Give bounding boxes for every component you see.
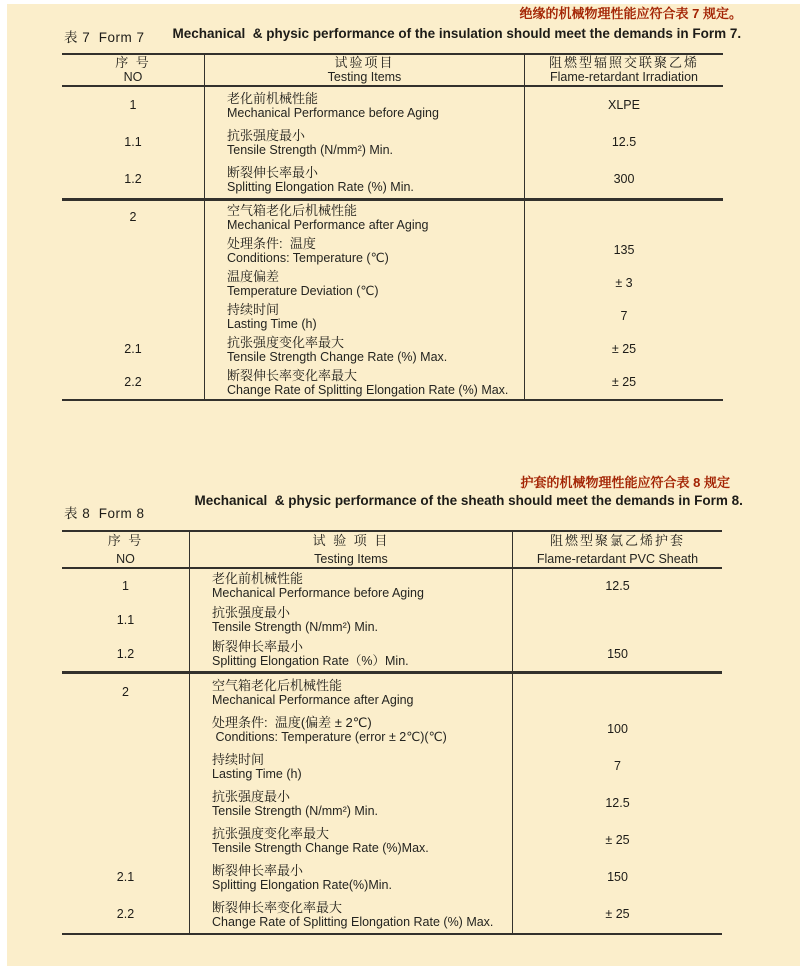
- row-no: [62, 822, 190, 859]
- row-item: [190, 822, 513, 859]
- row-no: [62, 198, 205, 234]
- row-value: [525, 161, 723, 198]
- item-en: Conditions: Temperature (error ± 2℃)(℃): [212, 729, 447, 744]
- row-item: [205, 366, 525, 399]
- row-value-text: 12.5: [605, 796, 630, 810]
- item-cn: 抗张强度变化率最大: [227, 334, 345, 350]
- row-value-text: 12.5: [605, 578, 630, 593]
- row-no: [62, 711, 190, 748]
- item-en: Tensile Strength (N/mm²) Min.: [212, 803, 379, 818]
- row-value: [525, 267, 723, 300]
- form7-title-row: [64, 26, 800, 46]
- row-value: [525, 87, 723, 124]
- item-en: Mechanical Performance after Aging: [212, 692, 414, 707]
- row-value-text: XLPE: [608, 98, 640, 112]
- row-no-text: 2: [122, 685, 129, 699]
- row-value-text: ± 25: [605, 907, 630, 921]
- header-no-cn: 序 号: [107, 532, 144, 548]
- row-value: [525, 124, 723, 161]
- row-no: [62, 569, 190, 603]
- item-cn: 空气箱老化后机械性能: [212, 677, 343, 693]
- header-value-cn: 阻燃型辐照交联聚乙烯: [548, 55, 699, 70]
- row-value-text: 150: [607, 870, 628, 884]
- form8-title: Mechanical & physic performance of the sheath should meet the demands in Form 8.: [194, 493, 743, 508]
- row-value: [513, 822, 722, 859]
- row-item: [205, 87, 525, 124]
- row-no: [62, 366, 205, 399]
- row-no: [62, 671, 190, 711]
- row-value: [513, 896, 722, 933]
- item-cn: 抗张强度最小: [212, 788, 291, 804]
- row-item: [205, 198, 525, 234]
- row-no-text: 2.1: [124, 342, 142, 356]
- item-cn: 断裂伸长率最小: [212, 862, 304, 878]
- row-value-text: 7: [614, 759, 621, 773]
- row-item: [190, 603, 513, 637]
- row-no-text: 2: [129, 210, 137, 224]
- header-item-cn: 试验项目: [334, 55, 395, 70]
- row-item: [205, 124, 525, 161]
- row-value-text: 300: [613, 172, 635, 186]
- row-value-text: 100: [607, 722, 628, 736]
- row-value: [513, 569, 722, 603]
- row-no-text: 2.2: [124, 375, 142, 389]
- row-value: [525, 234, 723, 267]
- row-item: [190, 711, 513, 748]
- form7-table-label: 表 7 Form 7: [64, 30, 145, 45]
- row-item: [190, 748, 513, 785]
- row-no: [62, 234, 205, 267]
- row-value: [525, 198, 723, 234]
- row-no: [62, 859, 190, 896]
- row-value-text: ± 25: [611, 375, 637, 389]
- item-cn: 温度偏差: [227, 268, 280, 284]
- row-item: [205, 267, 525, 300]
- item-en: Temperature Deviation (℃): [227, 283, 379, 298]
- item-cn: 持续时间: [227, 301, 280, 317]
- row-no: [62, 785, 190, 822]
- row-no: [62, 333, 205, 366]
- row-no: [62, 637, 190, 671]
- row-no: [62, 87, 205, 124]
- item-cn: 断裂伸长率变化率最大: [227, 367, 358, 383]
- item-en: Mechanical Performance before Aging: [227, 105, 439, 120]
- row-value-text: ± 3: [615, 276, 633, 290]
- row-value: [513, 859, 722, 896]
- row-value: [513, 637, 722, 671]
- item-en: Splitting Elongation Rate(%)Min.: [212, 877, 392, 892]
- item-en: Splitting Elongation Rate（%）Min.: [212, 654, 409, 668]
- form8-title-row: [64, 493, 800, 522]
- form8-note: 护套的机械物理性能应符合表 8 规定: [520, 475, 730, 490]
- header-item-en: Testing Items: [314, 551, 388, 566]
- row-no-text: 1.1: [124, 135, 142, 149]
- header-no-cn: 序 号: [115, 55, 151, 70]
- header-value-en: Flame-retardant PVC Sheath: [536, 551, 699, 566]
- item-cn: 老化前机械性能: [212, 571, 304, 586]
- item-en: Tensile Strength Change Rate (%)Max.: [212, 840, 429, 855]
- row-no-text: 2.1: [116, 870, 135, 884]
- row-no-text: 2.2: [116, 907, 135, 921]
- item-cn: 处理条件: 温度: [227, 235, 316, 251]
- page-edge-left: [0, 0, 7, 966]
- row-no: [62, 896, 190, 933]
- item-en: Mechanical Performance after Aging: [227, 217, 429, 232]
- header-no-en: NO: [116, 551, 135, 566]
- row-no: [62, 748, 190, 785]
- item-en: Change Rate of Splitting Elongation Rate (%) Max.: [212, 914, 494, 929]
- item-en: Lasting Time (h): [227, 316, 317, 331]
- form7-note: 绝缘的机械物理性能应符合表 7 规定。: [519, 6, 742, 21]
- row-item: [205, 333, 525, 366]
- row-value-text: 150: [607, 646, 628, 661]
- form8-section: [0, 475, 800, 935]
- item-cn: 断裂伸长率最小: [212, 639, 304, 654]
- row-value: [525, 366, 723, 399]
- row-no-text: 1.2: [124, 172, 142, 186]
- row-no: [62, 603, 190, 637]
- form8-table: [62, 530, 722, 935]
- form7-table: [62, 53, 723, 401]
- row-no: [62, 161, 205, 198]
- row-no-text: 1: [122, 578, 129, 593]
- row-no-text: 1.1: [116, 612, 135, 627]
- row-value: [513, 671, 722, 711]
- item-cn: 抗张强度变化率最大: [212, 825, 330, 841]
- row-item: [205, 300, 525, 333]
- row-item: [190, 785, 513, 822]
- header-no-en: NO: [123, 70, 143, 84]
- row-value-text: 135: [613, 243, 635, 257]
- row-item: [190, 569, 513, 603]
- row-value: [513, 603, 722, 637]
- row-item: [205, 161, 525, 198]
- row-value: [525, 300, 723, 333]
- header-item-cn: 试 验 项 目: [312, 532, 390, 548]
- header-item-cell: [190, 532, 513, 569]
- item-cn: 空气箱老化后机械性能: [227, 202, 358, 218]
- row-item: [205, 234, 525, 267]
- row-item: [190, 896, 513, 933]
- header-value-en: Flame-retardant Irradiation: [550, 70, 698, 84]
- header-item-en: Testing Items: [327, 70, 402, 84]
- form8-table-label: 表 8 Form 8: [64, 506, 145, 521]
- row-item: [190, 671, 513, 711]
- row-value: [513, 748, 722, 785]
- row-item: [190, 637, 513, 671]
- item-en: Lasting Time (h): [212, 766, 302, 781]
- item-en: Tensile Strength (N/mm²) Min.: [212, 620, 379, 634]
- header-no-cell: [62, 532, 190, 569]
- row-no-text: 1: [129, 98, 137, 112]
- item-cn: 断裂伸长率最小: [227, 164, 319, 180]
- form7-section: [0, 0, 800, 401]
- item-en: Change Rate of Splitting Elongation Rate (%) Max.: [227, 382, 509, 397]
- item-en: Mechanical Performance before Aging: [212, 586, 424, 600]
- row-value: [513, 711, 722, 748]
- row-item: [190, 859, 513, 896]
- row-value: [513, 785, 722, 822]
- item-cn: 处理条件: 温度(偏差 ± 2℃): [212, 714, 372, 730]
- page-edge-top: [0, 0, 800, 4]
- header-value-cell: [525, 55, 723, 87]
- row-no: [62, 124, 205, 161]
- header-value-cell: [513, 532, 722, 569]
- row-value-text: ± 25: [605, 833, 630, 847]
- item-en: Tensile Strength Change Rate (%) Max.: [227, 349, 448, 364]
- item-cn: 抗张强度最小: [212, 605, 291, 620]
- row-value-text: ± 25: [611, 342, 637, 356]
- row-value-text: 12.5: [611, 135, 637, 149]
- item-cn: 抗张强度最小: [227, 127, 306, 143]
- form7-title: Mechanical & physic performance of the insulation should meet the demands in Form 7.: [172, 26, 742, 41]
- item-cn: 断裂伸长率变化率最大: [212, 899, 343, 915]
- row-no: [62, 267, 205, 300]
- header-value-cn: 阻燃型聚氯乙烯护套: [549, 532, 685, 548]
- item-en: Conditions: Temperature (℃): [227, 250, 389, 265]
- item-cn: 老化前机械性能: [227, 90, 319, 106]
- row-value-text: 7: [620, 309, 628, 323]
- row-value: [525, 333, 723, 366]
- item-cn: 持续时间: [212, 751, 265, 767]
- item-en: Splitting Elongation Rate (%) Min.: [227, 179, 414, 194]
- row-no: [62, 300, 205, 333]
- header-no-cell: [62, 55, 205, 87]
- item-en: Tensile Strength (N/mm²) Min.: [227, 142, 394, 157]
- header-item-cell: [205, 55, 525, 87]
- row-no-text: 1.2: [116, 646, 135, 661]
